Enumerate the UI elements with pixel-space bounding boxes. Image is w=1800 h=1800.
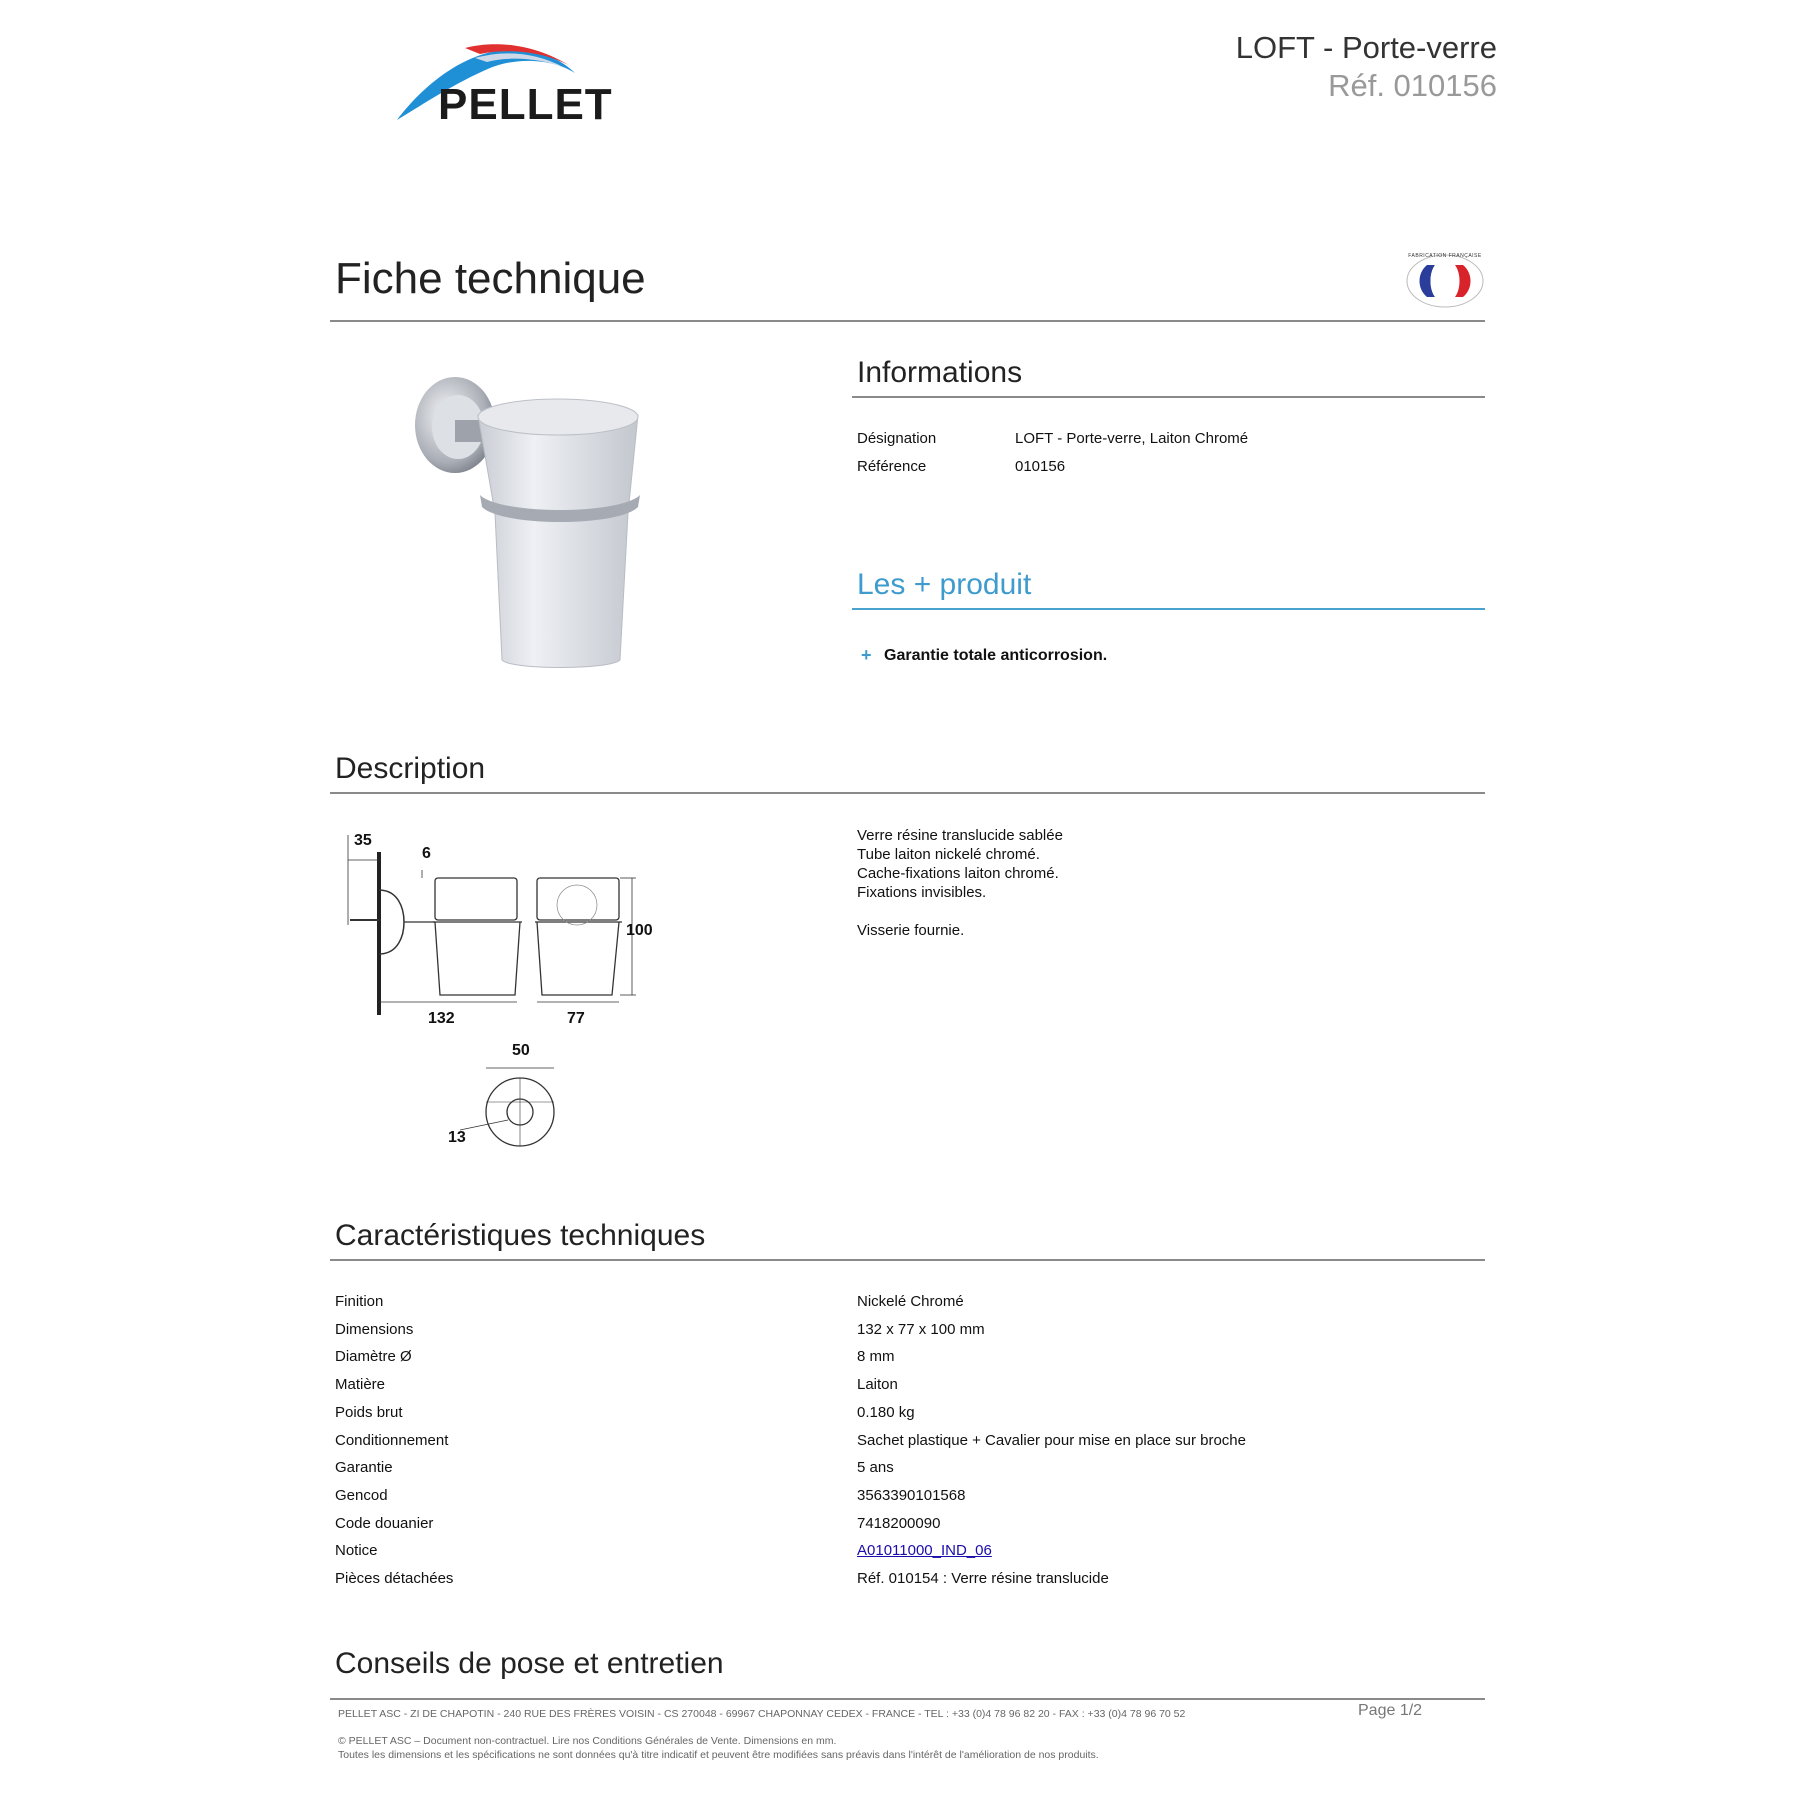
badge-text: FABRICATION FRANÇAISE — [1408, 253, 1482, 259]
spec-label: Conditionnement — [335, 1432, 449, 1449]
spec-label: Garantie — [335, 1459, 393, 1476]
spec-value: Nickelé Chromé — [857, 1293, 964, 1310]
description-line: Visserie fournie. — [857, 922, 965, 939]
dim-132: 132 — [428, 1010, 455, 1027]
product-ref: Réf. 010156 — [1328, 68, 1497, 103]
description-line: Cache-fixations laiton chromé. — [857, 865, 1059, 882]
spec-value: 5 ans — [857, 1459, 894, 1476]
description-line: Tube laiton nickelé chromé. — [857, 846, 1040, 863]
description-heading: Description — [335, 752, 486, 785]
spec-value: Réf. 010154 : Verre résine translucide — [857, 1570, 1109, 1587]
spec-label: Code douanier — [335, 1515, 434, 1532]
footer-legal-1: © PELLET ASC – Document non-contractuel. Lire nos Conditions Générales de Vente. Dimensions en mm. — [338, 1735, 837, 1747]
spec-value: 7418200090 — [857, 1515, 941, 1532]
plus-produit-heading: Les + produit — [857, 568, 1032, 601]
spec-label: Diamètre Ø — [335, 1348, 412, 1365]
spec-label: Matière — [335, 1376, 386, 1393]
spec-value: 0.180 kg — [857, 1404, 915, 1421]
page-title: Fiche technique — [335, 254, 646, 303]
dim-50: 50 — [512, 1042, 530, 1059]
spec-value: 3563390101568 — [857, 1487, 966, 1504]
info-value-reference: 010156 — [1015, 458, 1066, 475]
description-line: Fixations invisibles. — [857, 884, 987, 901]
brand-logo — [395, 38, 640, 128]
spec-label: Finition — [335, 1293, 384, 1310]
plus-item: Garantie totale anticorrosion. — [884, 647, 1108, 664]
spec-label: Poids brut — [335, 1404, 403, 1421]
spec-label: Notice — [335, 1542, 378, 1559]
spec-value: 8 mm — [857, 1348, 895, 1365]
dim-100: 100 — [626, 922, 653, 939]
french-flag-badge-icon — [1405, 253, 1485, 309]
fabrication-francaise-badge — [1405, 253, 1485, 309]
description-line — [857, 902, 1063, 921]
notice-link[interactable]: A01011000_IND_06 — [857, 1542, 992, 1559]
caracteristiques-heading: Caractéristiques techniques — [335, 1219, 706, 1252]
description-text — [857, 826, 1063, 940]
info-label-designation: Désignation — [857, 430, 937, 447]
dim-35: 35 — [354, 832, 372, 849]
spec-value: 132 x 77 x 100 mm — [857, 1321, 985, 1338]
spec-value: Sachet plastique + Cavalier pour mise en place sur broche — [857, 1432, 1246, 1449]
product-photo — [360, 355, 705, 695]
dim-13: 13 — [448, 1129, 466, 1146]
page-number: Page 1/2 — [1358, 1702, 1423, 1719]
spec-label: Pièces détachées — [335, 1570, 454, 1587]
plus-bullet-icon: + — [861, 645, 872, 665]
caracteristiques-rule — [330, 1259, 1485, 1261]
title-rule — [330, 320, 1485, 322]
description-line: Verre résine translucide sablée — [857, 827, 1063, 844]
technical-drawing — [340, 830, 670, 1160]
footer-address: PELLET ASC - ZI DE CHAPOTIN - 240 RUE DES FRÈRES VOISIN - CS 270048 - 69967 CHAPONNAY CEDEX - FRANCE - TEL : +33 (0)4 78 96 82 20 - FAX : +33 (0)4 78 96 70 52 — [338, 1708, 1186, 1720]
spec-value: Laiton — [857, 1376, 898, 1393]
informations-rule — [852, 396, 1485, 398]
conseils-heading: Conseils de pose et entretien — [335, 1647, 724, 1680]
plus-produit-rule — [852, 608, 1485, 610]
informations-heading: Informations — [857, 356, 1023, 389]
footer-legal-2: Toutes les dimensions et les spécifications ne sont données qu'à titre indicatif et peuvent être modifiées sans préavis dans l'intérêt de l'amélioration de nos produits. — [338, 1749, 1099, 1761]
description-rule — [330, 792, 1485, 794]
dim-77: 77 — [567, 1010, 585, 1027]
product-title: LOFT - Porte-verre — [1235, 30, 1497, 65]
info-value-designation: LOFT - Porte-verre, Laiton Chromé — [1015, 430, 1249, 447]
spec-label: Gencod — [335, 1487, 388, 1504]
conseils-rule — [330, 1698, 1485, 1700]
dim-6: 6 — [422, 845, 431, 862]
spec-label: Dimensions — [335, 1321, 414, 1338]
info-label-reference: Référence — [857, 458, 927, 475]
brand-name: PELLET — [438, 80, 613, 129]
